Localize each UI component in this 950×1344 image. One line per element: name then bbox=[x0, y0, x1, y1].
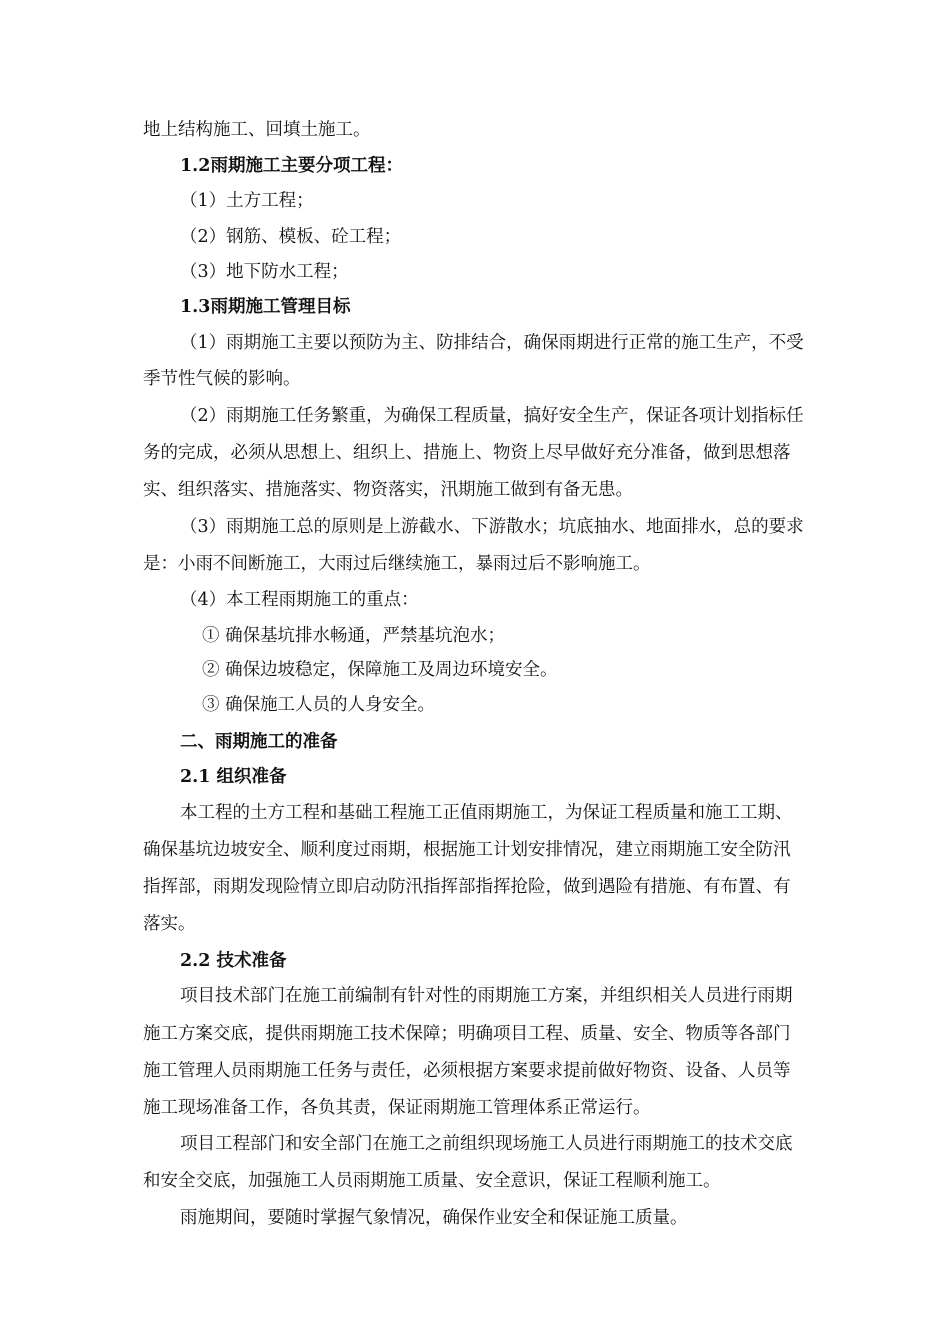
paragraph-line: 务的完成，必须从思想上、组织上、措施上、物资上尽早做好充分准备，做到思想落 bbox=[143, 443, 791, 463]
list-item: ③ 确保施工人员的人身安全。 bbox=[202, 695, 436, 715]
paragraph-line: 指挥部，雨期发现险情立即启动防汛指挥部指挥抢险，做到遇险有措施、有布置、有 bbox=[143, 877, 791, 897]
paragraph-line: 施工管理人员雨期施工任务与责任，必须根据方案要求提前做好物资、设备、人员等 bbox=[143, 1061, 791, 1081]
list-item: （1）土方工程； bbox=[180, 191, 314, 211]
section-heading: 1.3雨期施工管理目标 bbox=[180, 297, 351, 317]
list-item: （3）地下防水工程； bbox=[180, 262, 349, 282]
list-item: （2）钢筋、模板、砼工程； bbox=[180, 227, 402, 247]
paragraph-line: （3）雨期施工总的原则是上游截水、下游散水；坑底抽水、地面排水，总的要求 bbox=[180, 517, 804, 537]
paragraph-line: 本工程的土方工程和基础工程施工正值雨期施工，为保证工程质量和施工工期、 bbox=[180, 803, 793, 823]
paragraph-line: 施工方案交底，提供雨期施工技术保障；明确项目工程、质量、安全、物质等各部门 bbox=[143, 1024, 791, 1044]
section-heading: 2.1 组织准备 bbox=[180, 767, 287, 787]
paragraph-line: （4）本工程雨期施工的重点： bbox=[180, 590, 419, 610]
paragraph-line: 落实。 bbox=[143, 914, 196, 934]
paragraph-line: 雨施期间，要随时掌握气象情况，确保作业安全和保证施工质量。 bbox=[180, 1208, 688, 1228]
paragraph-line: 确保基坑边坡安全、顺利度过雨期，根据施工计划安排情况，建立雨期施工安全防汛 bbox=[143, 840, 791, 860]
paragraph-line: （1）雨期施工主要以预防为主、防排结合，确保雨期进行正常的施工生产，不受 bbox=[180, 333, 804, 353]
section-heading: 2.2 技术准备 bbox=[180, 951, 287, 971]
paragraph-line: 项目技术部门在施工前编制有针对性的雨期施工方案，并组织相关人员进行雨期 bbox=[180, 986, 793, 1006]
paragraph-line: 实、组织落实、措施落实、物资落实，汛期施工做到有备无患。 bbox=[143, 480, 633, 500]
paragraph-line: 季节性气候的影响。 bbox=[143, 369, 301, 389]
paragraph-line: 项目工程部门和安全部门在施工之前组织现场施工人员进行雨期施工的技术交底 bbox=[180, 1134, 793, 1154]
paragraph-line: 施工现场准备工作，各负其责，保证雨期施工管理体系正常运行。 bbox=[143, 1098, 651, 1118]
body-line: 地上结构施工、回填土施工。 bbox=[143, 120, 371, 140]
chapter-heading: 二、雨期施工的准备 bbox=[180, 732, 338, 752]
list-item: ② 确保边坡稳定，保障施工及周边环境安全。 bbox=[202, 660, 558, 680]
paragraph-line: （2）雨期施工任务繁重，为确保工程质量，搞好安全生产，保证各项计划指标任 bbox=[180, 406, 804, 426]
paragraph-line: 是：小雨不间断施工，大雨过后继续施工，暴雨过后不影响施工。 bbox=[143, 554, 651, 574]
section-heading: 1.2雨期施工主要分项工程： bbox=[180, 156, 403, 176]
list-item: ① 确保基坑排水畅通，严禁基坑泡水； bbox=[202, 626, 506, 646]
paragraph-line: 和安全交底，加强施工人员雨期施工质量、安全意识，保证工程顺利施工。 bbox=[143, 1171, 721, 1191]
